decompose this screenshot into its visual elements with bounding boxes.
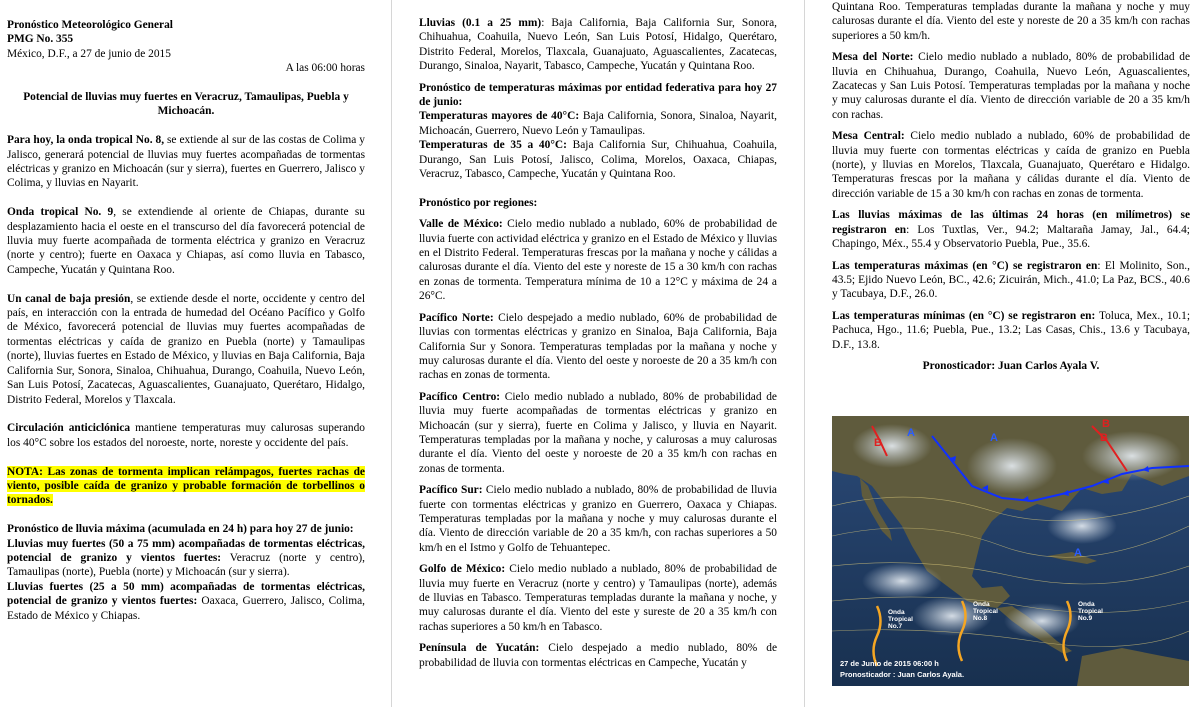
temp-forecast-title: Pronóstico de temperaturas máximas por entidad federativa para hoy 27 de junio: xyxy=(419,81,777,109)
rain-very-strong: Lluvias muy fuertes (50 a 75 mm) acompañadas de tormentas eléctricas, potencial de granizo y vientos fuertes: Veracruz (norte y centro), Tamaulipas (norte), Puebla (norte) y Michoacán (sur y sierra). xyxy=(7,537,365,579)
report-title: Pronóstico Meteorológico General xyxy=(7,19,173,31)
headline: Potencial de lluvias muy fuertes en Veracruz, Tamaulipas, Puebla y Michoacán. xyxy=(23,91,349,118)
rain-forecast-title: Pronóstico de lluvia máxima (acumulada en 24 h) para hoy 27 de junio: xyxy=(7,523,354,536)
report-date: México, D.F., a 27 de junio de 2015 xyxy=(7,47,171,60)
max-rain-records: Las lluvias máximas de las últimas 24 horas (en milímetros) se registraron en: Los Tuxtlas, Ver., 94.2; Maltaraña Jamay, Jal., 64.4; Chapingo, Méx., 55.4 y Observatorio Puebla, Pue., 35.6. xyxy=(832,209,1190,251)
high-pressure-label: A xyxy=(907,427,915,439)
tropical-wave-8-label: Onda Tropical No.8 xyxy=(973,601,998,622)
rain-strong: Lluvias fuertes (25 a 50 mm) acompañadas de tormentas eléctricas, potencial de granizo y vientos fuertes: Oaxaca, Guerrero, Jalisco, Colima, Estado de México y Chiapas. xyxy=(7,580,365,622)
report-time: A las 06:00 horas xyxy=(285,62,365,75)
paragraph-tropical-wave-9: Onda tropical No. 9, se extendiende al oriente de Chiapas, durante su desplazamiento hacia el oeste en el transcurso del día favorecerá potencial de lluvia muy fuerte acompañada de tormenta eléctrica y granizo en Veracruz (norte y centro); fuerte en Oaxaca y Chiapas, así como lluvia en Tabasco, Campeche, Yucatán y Quintana Roo. xyxy=(7,206,365,276)
regions-title: Pronóstico por regiones: xyxy=(419,196,538,209)
paragraph-tropical-wave-8: Para hoy, la onda tropical No. 8, se extiende al sur de las costas de Colima y Jalisco, generará potencial de lluvias muy fuertes acompañadas de tormentas eléctricas y granizo en Michoacán (sur y sierra), fuertes en Guerrero, Jalisco y Colima, y lluvias en Nayarit. xyxy=(7,134,365,190)
region-golfo-de-mexico: Golfo de México: Cielo medio nublado a nublado, 80% de probabilidad de lluvia muy fuerte en Veracruz (norte y centro) y Tamaulipas (norte), además de lluvias en Tabasco. Temperaturas templadas durante la mañana y noche, y muy calurosas durante el día. Viento del este y sureste de 20 a 35 km/h con rachas superiores a 50 km/h en Tabasco. xyxy=(419,563,777,633)
region-pacifico-norte: Pacífico Norte: Cielo despejado a medio nublado, 60% de probabilidad de lluvias con tormentas eléctricas y granizo en Sinaloa, Baja California, Baja California Sur y Sonora. Temperaturas templadas por la mañana y noche y muy calurosas durante el día. Viento del oeste y noroeste de 20 a 35 km/h con rachas en zonas de tormenta. xyxy=(419,311,777,382)
satellite-weather-map xyxy=(832,416,1189,686)
min-temp-records: Las temperaturas mínimas (en °C) se registraron en: Toluca, Mex., 10.1; Pachuca, Hgo., 11.6; Puebla, Pue., 13.2; Las Casas, Chis., 13.6 y Tacubaya, D.F., 13.8. xyxy=(832,309,1190,351)
region-mesa-del-norte: Mesa del Norte: Cielo medio nublado a nublado, 80% de probabilidad de lluvia en Chihuahua, Durango, Coahuila, Nuevo León, Aguascalientes, Zacatecas y San Luis Potosí. Temperaturas templadas por la mañana y noche y muy calurosas durante el día. Viento de dirección variable de 20 a 35 km/h con rachas. xyxy=(832,51,1190,121)
cloud-mass xyxy=(852,424,932,468)
nota-warning: NOTA: Las zonas de tormenta implican relámpagos, fuertes rachas de viento, posible caída de granizo y probable formación de torbellinos o tornados. xyxy=(7,465,365,507)
map-svg xyxy=(832,416,1189,686)
region-valle-de-mexico: Valle de México: Cielo medio nublado a nublado, 60% de probabilidad de lluvia fuerte con actividad eléctrica y granizo en el Estado de México y lluvias en el Distrito Federal. Temperaturas frescas por la mañana y noche y cálidas a calurosas durante el día. Viento del este y noreste de 15 a 30 km/h con rachas en zonas de tormenta. Temperatura mínima de 10 a 12°C y máxima de 24 a 26°C. xyxy=(419,218,777,303)
cloud-mass xyxy=(862,563,942,599)
max-temp-records: Las temperaturas máximas (en °C) se registraron en: El Molinito, Son., 43.5; Ejido Nuevo León, BC., 42.6; Zicuirán, Mich., 41.0; La Paz, BCS., 40.6 y Tacubaya, D.F., 26.0. xyxy=(832,259,1190,301)
region-pacifico-sur: Pacífico Sur: Cielo medio nublado a nublado, 80% de probabilidad de lluvia fuerte con tormentas eléctricas y granizo en Guerrero, Oaxaca y Chiapas. Temperaturas templadas por la mañana y noche y muy calurosas durante el día. Viento de dirección variable de 20 a 35 km/h, con rachas superiores a 50 km/h en el Istmo y Golfo de Tehuantepec. xyxy=(419,484,777,554)
low-pressure-label: B xyxy=(1100,432,1108,444)
column-2 xyxy=(419,16,777,705)
cloud-mass xyxy=(1082,431,1182,481)
region-peninsula-yucatan: Península de Yucatán: Cielo despejado a medio nublado, 80% de probabilidad de lluvia con tormentas eléctricas en Campeche, Yucatán y xyxy=(419,642,777,669)
forecaster-name: Pronosticador: Juan Carlos Ayala V. xyxy=(922,359,1100,372)
high-pressure-label: A xyxy=(1074,547,1082,559)
map-date-label: 27 de Junio de 2015 06:00 h xyxy=(840,659,939,668)
region-pacifico-centro: Pacífico Centro: Cielo medio nublado a nublado, 80% de probabilidad de lluvia muy fuerte acompañadas de tormentas eléctricas y granizo en Michoacán (sur y sierra), fuerte en Colima y Jalisco, y lluvia en Nayarit. Temperaturas templadas por la mañana y noche, y calurosas a muy calurosas durante el día. Viento del oeste y noroeste de 20 a 35 km/h con rachas en zonas de tormenta. xyxy=(419,390,777,475)
paragraph-low-pressure: Un canal de baja presión, se extiende desde el norte, occidente y centro del país, en interacción con la entrada de humedad del Océano Pacífico y Golfo de México, favorecerá potencial de lluvias muy fuertes acompañadas de tormentas eléctricas y caída de granizo en Puebla (norte) y Tamaulipas (norte), lluvias fuertes en Estado de México, y lluvias en Baja California, Baja California Sur, Sonora, Sinaloa, Chihuahua, Durango, Coahuila, Nuevo León, San Luis Potosí, Zacatecas, Aguascalientes, Guanajuato, Querétaro, Hidalgo, Distrito Federal, Morelos y Tlaxcala. xyxy=(7,292,365,406)
temp-35-40: Temperaturas de 35 a 40°C: Baja California Sur, Chihuahua, Coahuila, Durango, San Luis Potosí, Jalisco, Colima, Morelos, Oaxaca, Chiapas, Veracruz, Tabasco, Campeche, Yucatán y Quintana Roo. xyxy=(419,139,777,181)
rain-light: Lluvias (0.1 a 25 mm): Baja California, Baja California Sur, Sonora, Chihuahua, Coahuila, Nuevo León, San Luis Potosí, Hidalgo, Querétaro, Distrito Federal, Morelos, Tlaxcala, Guanajuato, Aguascalientes, Zacatecas, Durango, Sinaloa, Nayarit, Tabasco, Campeche, Yucatán y Quintana Roo. xyxy=(419,17,777,73)
high-pressure-label: A xyxy=(990,432,998,444)
report-number: PMG No. 355 xyxy=(7,33,74,46)
temp-above-40: Temperaturas mayores de 40°C: Baja California, Sonora, Sinaloa, Nayarit, Michoacán, Guerrero, Nuevo León y Tamaulipas. xyxy=(419,110,777,137)
paragraph-anticyclone: Circulación anticiclónica mantiene temperaturas muy calurosas superando los 40°C sobre los estados del noroeste, norte, noreste y occidente del país. xyxy=(7,422,365,449)
column-1 xyxy=(7,18,365,707)
low-pressure-label: B xyxy=(874,437,882,449)
region-yucatan-continued: Quintana Roo. Temperaturas templadas durante la mañana y noche y muy calurosas durante el día. Viento del este y noreste de 20 a 35 km/h con rachas superiores a 50 km/h. xyxy=(832,1,1190,42)
region-mesa-central: Mesa Central: Cielo medio nublado a nublado, 60% de probabilidad de lluvia muy fuerte con tormentas eléctricas y caída de granizo en Puebla (norte), y lluvias en Morelos, Tlaxcala, Guanajuato, Querétaro e Hidalgo. Temperaturas frescas por la mañana y cálidas durante el día. Viento de dirección variable de 15 a 30 km/h con rachas en zonas de tormenta. xyxy=(832,130,1190,200)
cloud-mass xyxy=(967,438,1057,494)
tropical-wave-9-label: Onda Tropical No.9 xyxy=(1078,601,1103,622)
cloud-mass xyxy=(1047,508,1117,544)
low-pressure-label: B xyxy=(1102,418,1110,430)
map-author-label: Pronosticador : Juan Carlos Ayala. xyxy=(840,670,965,679)
tropical-wave-7-label: Onda Tropical No.7 xyxy=(888,609,913,630)
